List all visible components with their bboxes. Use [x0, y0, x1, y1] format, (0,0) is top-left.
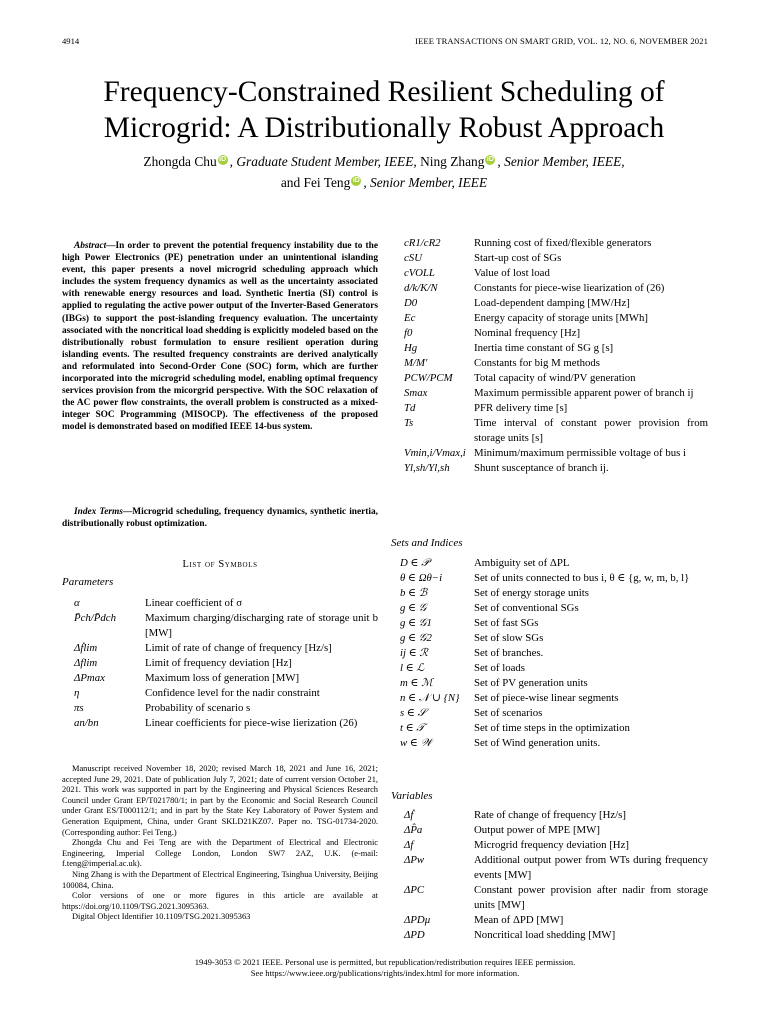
- symbol-description: Value of lost load: [474, 267, 550, 279]
- symbol: f0: [404, 327, 413, 339]
- symbol-row: [400, 586, 708, 601]
- symbol: t ∈ 𝒯: [400, 722, 425, 734]
- symbol-row: [404, 371, 708, 386]
- symbol-row: [404, 416, 708, 446]
- parameters-table-continued: [404, 236, 708, 476]
- orcid-icon[interactable]: iD: [486, 155, 494, 163]
- symbol-description: Probability of scenario s: [145, 702, 251, 714]
- symbol: D0: [404, 297, 418, 309]
- symbol-row: [404, 266, 708, 281]
- symbol-row: [74, 596, 378, 611]
- symbol-description: Set of time steps in the optimization: [474, 722, 630, 734]
- symbol-description: Energy capacity of storage units [MWh]: [474, 312, 648, 324]
- symbol-row: [74, 641, 378, 656]
- symbol-row: [404, 461, 708, 476]
- symbol-description: Confidence level for the nadir constraint: [145, 687, 320, 699]
- symbol-row: [74, 611, 378, 641]
- symbol-row: [74, 686, 378, 701]
- symbol: Hg: [404, 342, 418, 354]
- author-affiliation-role: , Senior Member, IEEE: [363, 175, 488, 190]
- journal-name: IEEE TRANSACTIONS ON SMART GRID, VOL. 12, NO. 6, NOVEMBER 2021: [415, 36, 708, 46]
- symbol: Ts: [404, 417, 414, 429]
- symbol-description: Linear coefficient of σ: [145, 597, 243, 609]
- symbol: cR1/cR2: [404, 237, 441, 249]
- symbol: P̄ch/P̄dch: [74, 612, 116, 624]
- symbol-description: Start-up cost of SGs: [474, 252, 562, 264]
- symbol: ΔPD: [404, 929, 425, 941]
- symbol-row: [400, 631, 708, 646]
- symbol-description: Set of loads: [474, 662, 525, 674]
- symbol: g ∈ 𝒢: [400, 602, 427, 614]
- symbol-row: [74, 656, 378, 671]
- symbol: Δf: [404, 839, 414, 851]
- abstract: [62, 240, 378, 434]
- page-number: 4914: [62, 36, 80, 46]
- symbol: D ∈ 𝒫: [400, 557, 429, 569]
- symbol: n ∈ 𝒩 ∪ {N}: [400, 692, 460, 704]
- symbol-description: Set of branches.: [474, 647, 544, 659]
- symbol-row: [404, 251, 708, 266]
- symbol: πs: [74, 702, 84, 714]
- symbol-description: Rate of change of frequency [Hz/s]: [474, 809, 626, 821]
- symbol-row: [404, 853, 708, 883]
- symbol-row: [404, 341, 708, 356]
- symbol-description: Additional output power from WTs during frequency events [MW]: [474, 854, 708, 881]
- symbol: Smax: [404, 387, 428, 399]
- symbol-row: [404, 446, 708, 461]
- symbol: b ∈ ℬ: [400, 587, 428, 599]
- symbol-row: [74, 716, 378, 731]
- symbol: Vmin,i/Vmax,i: [404, 447, 466, 459]
- symbol: s ∈ 𝒮: [400, 707, 426, 719]
- symbol-row: [400, 676, 708, 691]
- symbol-row: [404, 236, 708, 251]
- symbol-description: Time interval of constant power provision from storage units [s]: [474, 417, 708, 444]
- symbol: θ ∈ Ωθ−i: [400, 572, 443, 584]
- footnote-paragraph: Digital Object Identifier 10.1109/TSG.2021.3095363: [72, 912, 251, 922]
- symbol-row: [400, 736, 708, 751]
- symbol-description: Set of piece-wise linear segments: [474, 692, 619, 704]
- symbol-description: Linear coefficients for piece-wise lierization (26): [145, 717, 358, 729]
- symbol: cVOLL: [404, 267, 435, 279]
- copyright-line: 1949-3053 © 2021 IEEE. Personal use is permitted, but republication/redistribution requires IEEE permission.: [194, 957, 576, 967]
- symbol: d/k/K/N: [404, 282, 438, 294]
- author-name: Ning Zhang: [416, 154, 485, 169]
- footnote-paragraph: Ning Zhang is with the Department of Electrical Engineering, Tsinghua University, Beijing 100084, China.: [62, 869, 378, 890]
- symbol-description: Set of energy storage units: [474, 587, 589, 599]
- symbol-description: Constants for big M methods: [474, 357, 600, 369]
- symbol-description: Constants for piece-wise liearization of (26): [474, 282, 665, 294]
- symbol: ΔPC: [404, 884, 425, 896]
- symbol-row: [404, 823, 708, 838]
- symbol-description: PFR delivery time [s]: [474, 402, 568, 414]
- symbol-row: [404, 311, 708, 326]
- orcid-icon[interactable]: iD: [352, 176, 360, 184]
- symbol-row: [404, 326, 708, 341]
- symbol-row: [400, 721, 708, 736]
- symbol: w ∈ 𝒲: [400, 737, 432, 749]
- symbol-description: Microgrid frequency deviation [Hz]: [474, 839, 629, 851]
- index-terms-label: Index Terms: [74, 507, 123, 517]
- author-affiliation-role: , Senior Member, IEEE,: [497, 154, 625, 169]
- symbol-row: [404, 808, 708, 823]
- index-terms: [62, 506, 378, 530]
- symbol-row: [74, 701, 378, 716]
- symbol: η: [74, 687, 80, 699]
- symbol-description: Minimum/maximum permissible voltage of bus i: [474, 447, 687, 459]
- symbol: Δḟ: [404, 809, 414, 821]
- orcid-icon[interactable]: iD: [219, 155, 227, 163]
- symbol-description: Shunt susceptance of branch ij.: [474, 462, 609, 474]
- symbol: M/M′: [404, 357, 428, 369]
- symbol-row: [404, 838, 708, 853]
- parameters-heading: Parameters: [62, 576, 114, 588]
- abstract-text: —In order to prevent the potential frequency instability due to the high Power Electronics (PE) penetration under an unintentional islanding event, this paper presents a novel microgrid scheduling approach which includes the system frequency dynamics as well as the uncertainty associated with renewable energy resources and load. Synthetic Inertia (SI) control is applied to regulating the active power output of the Inverter-Based Generators (IBGs) to support the post-islanding frequency evaluation. The uncertainty associated with the noncritical load shedding is explicitly modeled based on the distributionally robust formulation to ensure resilient operation during islanding events. The resulted frequency constraints are derived analytically and reformulated into Second-Order Cone (SOC) form, which are further incorporated into the microgrid scheduling model, enabling optimal frequency services provision from the micorgrid perspective. With the SOC relaxation of the AC power flow constraints, the overall problem is constructed as a mixed-integer SOC Programming (MISOCP). The effectiveness of the proposed model is demonstrated based on modified IEEE 14-bus system.: [62, 241, 378, 433]
- variables-heading: Variables: [391, 790, 433, 802]
- symbol-description: Limit of frequency deviation [Hz]: [145, 657, 292, 669]
- symbol: l ∈ ℒ: [400, 662, 425, 674]
- symbol-description: Maximum charging/discharging rate of storage unit b [MW]: [145, 612, 378, 639]
- symbol-description: Set of PV generation units: [474, 677, 588, 689]
- author-list: [40, 151, 728, 193]
- author-name: and Fei Teng: [280, 175, 351, 190]
- symbol: g ∈ 𝒢2: [400, 632, 432, 644]
- symbol-row: [400, 571, 708, 586]
- symbol: g ∈ 𝒢1: [400, 617, 432, 629]
- symbol-description: Inertia time constant of SG g [s]: [474, 342, 614, 354]
- parameters-table: [74, 596, 378, 731]
- symbol-description: Noncritical load shedding [MW]: [474, 929, 616, 941]
- symbol-description: Running cost of fixed/flexible generators: [474, 237, 652, 249]
- symbol-row: [400, 661, 708, 676]
- symbol-row: [74, 671, 378, 686]
- symbol: Yl,sh/Yl,sh: [404, 462, 450, 474]
- running-header: [62, 36, 708, 48]
- symbol-row: [404, 883, 708, 913]
- footnote: [62, 764, 378, 923]
- index-terms-text: —Microgrid scheduling, frequency dynamics, synthetic inertia, distributionally robust optimization.: [62, 507, 378, 530]
- rights-link-line[interactable]: See https://www.ieee.org/publications/rights/index.html for more information.: [250, 968, 520, 978]
- symbol: Δḟlim: [74, 642, 98, 654]
- symbol: m ∈ ℳ: [400, 677, 433, 689]
- sets-table: [400, 556, 708, 751]
- symbol: ij ∈ ℛ: [400, 647, 429, 659]
- symbol-description: Nominal frequency [Hz]: [474, 327, 581, 339]
- symbol: α: [74, 597, 80, 609]
- symbol: ΔPmax: [74, 672, 105, 684]
- symbol-row: [404, 386, 708, 401]
- symbol-description: Set of units connected to bus i, θ ∈ {g, w, m, b, l}: [474, 572, 690, 584]
- list-of-symbols-heading: List of Symbols: [182, 559, 258, 570]
- symbol: cSU: [404, 252, 422, 264]
- symbol-row: [400, 706, 708, 721]
- symbol-description: Set of fast SGs: [474, 617, 539, 629]
- symbol-row: [404, 913, 708, 928]
- symbol-row: [404, 928, 708, 943]
- author-name: Zhongda Chu: [143, 154, 217, 169]
- author-affiliation-role: , Graduate Student Member, IEEE,: [229, 154, 417, 169]
- abstract-label: Abstract: [74, 241, 107, 251]
- symbol-description: Ambiguity set of ΔPL: [474, 557, 570, 569]
- symbol-row: [400, 691, 708, 706]
- paper-title: Frequency-Constrained Resilient Scheduling of Microgrid: A Distributionally Robust Approach: [103, 76, 665, 144]
- symbol-description: Set of conventional SGs: [474, 602, 579, 614]
- footnote-paragraph: Manuscript received November 18, 2020; revised March 18, 2021 and June 16, 2021; accepted June 29, 2021. Date of publication July 7, 2021; date of current version October 21, 2021. This work was supported in part by the Engineering and Physical Sciences Research Council under Grant EP/T021780/1; in part by the Economic and Social Research Council under Grant ES/T000112/1; and in part by the State Key Laboratory of Power System and Generation Equipment, China, under Grant SKLD21KZ07. Paper no. TSG-01734-2020. (Corresponding author: Fei Teng.): [62, 764, 378, 837]
- footnote-paragraph: Color versions of one or more figures in this article are available at https://doi.org/10.1109/TSG.2021.3095363.: [62, 891, 378, 911]
- symbol-row: [400, 556, 708, 571]
- symbol: Ec: [404, 312, 416, 324]
- symbol-description: Set of scenarios: [474, 707, 543, 719]
- symbol-description: Maximum permissible apparent power of branch ij: [474, 387, 694, 399]
- sets-heading: Sets and Indices: [391, 537, 463, 549]
- variables-table: [404, 808, 708, 943]
- symbol-description: Constant power provision after nadir from storage units [MW]: [474, 884, 708, 911]
- symbol-row: [400, 646, 708, 661]
- symbol-description: Limit of rate of change of frequency [Hz/s]: [145, 642, 332, 654]
- symbol-description: Set of Wind generation units.: [474, 737, 601, 749]
- symbol-description: Maximum loss of generation [MW]: [145, 672, 300, 684]
- symbol-row: [404, 296, 708, 311]
- copyright-notice: [62, 957, 708, 979]
- symbol-row: [404, 401, 708, 416]
- symbol: an/bn: [74, 717, 99, 729]
- symbol-description: Set of slow SGs: [474, 632, 544, 644]
- symbol-row: [400, 601, 708, 616]
- symbol-description: Total capacity of wind/PV generation: [474, 372, 636, 384]
- symbol: Δflim: [74, 657, 98, 669]
- symbol: PCW/PCM: [404, 372, 453, 384]
- symbol-row: [404, 281, 708, 296]
- symbol-description: Output power of MPE [MW]: [474, 824, 600, 836]
- symbol: ΔPw: [404, 854, 425, 866]
- symbol: Td: [404, 402, 416, 414]
- symbol: ΔP̂a: [404, 824, 423, 836]
- symbol-row: [404, 356, 708, 371]
- symbol: ΔPDμ: [404, 914, 431, 926]
- symbol-row: [400, 616, 708, 631]
- footnote-paragraph: Zhongda Chu and Fei Teng are with the Department of Electrical and Electronic Engineering, Imperial College London, London SW7 2AZ, U.K. (e-mail: f.teng@imperial.ac.uk).: [62, 838, 378, 869]
- symbol-description: Mean of ΔPD [MW]: [474, 914, 564, 926]
- symbol-description: Load-dependent damping [MW/Hz]: [474, 297, 630, 309]
